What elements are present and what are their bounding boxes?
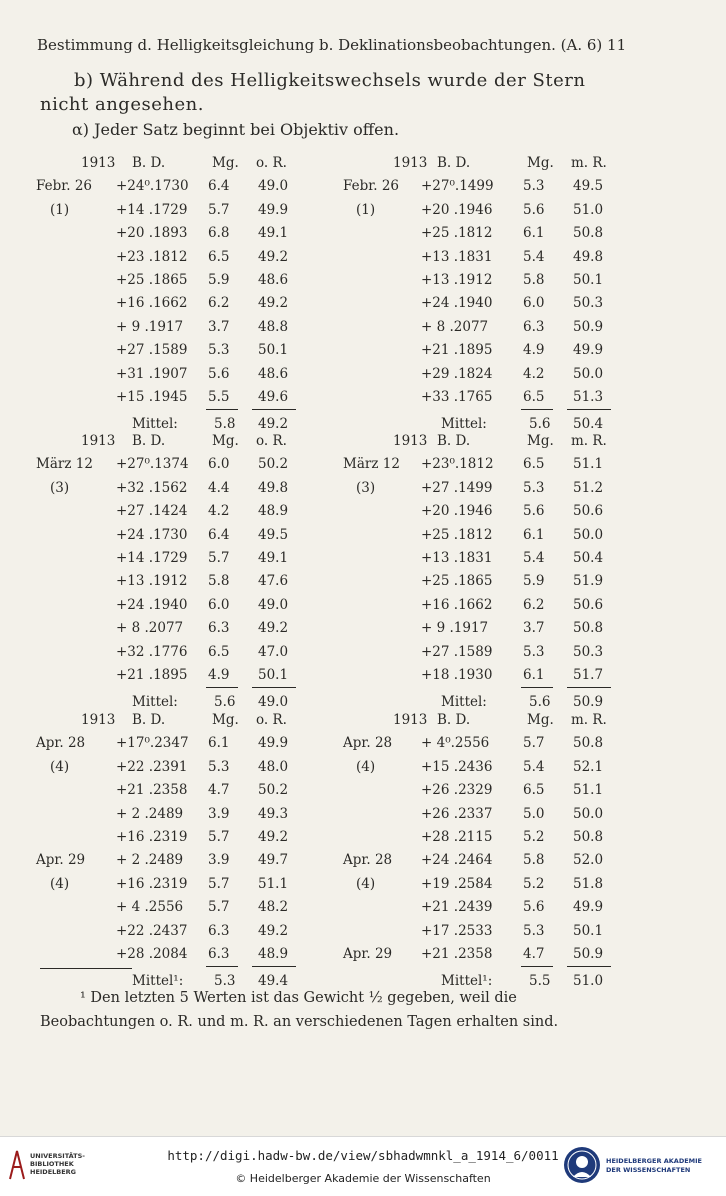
bd-column-header: B. D. <box>132 155 166 171</box>
table-header-row <box>0 155 726 179</box>
magnitude-cell: 6.3 <box>208 946 230 962</box>
reading-cell: 49.7 <box>258 852 289 869</box>
reading-cell: 50.4 <box>573 550 604 566</box>
date-cell: Apr. 29 <box>36 852 86 869</box>
magnitude-cell: 6.3 <box>523 318 545 335</box>
bd-cell: +16 .1662 <box>421 596 493 613</box>
bd-column-header: B. D. <box>132 433 166 449</box>
reading-column-header: o. R. <box>256 433 287 449</box>
reading-cell: 49.0 <box>258 178 289 195</box>
reading-cell: 51.1 <box>573 782 604 799</box>
reading-cell: 51.3 <box>573 389 604 405</box>
table-row <box>0 759 726 783</box>
reading-cell: 49.2 <box>258 922 289 939</box>
magnitude-cell: 5.3 <box>208 342 230 359</box>
magnitude-cell: 5.3 <box>523 479 545 496</box>
table-row <box>0 597 726 621</box>
mean-reading: 49.2 <box>258 416 289 433</box>
magnitude-cell: 6.3 <box>208 620 230 637</box>
magnitude-cell: 6.4 <box>208 178 230 195</box>
bd-cell: +16 .2319 <box>116 829 188 845</box>
magnitude-cell: 5.4 <box>523 550 545 566</box>
reading-cell: 51.9 <box>573 573 604 590</box>
reading-cell: 50.8 <box>573 620 604 637</box>
bd-column-header: B. D. <box>437 712 471 728</box>
date-cell: Apr. 28 <box>36 735 86 752</box>
table-row <box>0 389 726 413</box>
copyright-notice: © Heidelberger Akademie der Wissenschaften <box>235 1172 491 1185</box>
table-row <box>0 876 726 900</box>
section-heading-line2: nicht angesehen. <box>40 94 204 115</box>
magnitude-cell: 6.5 <box>523 389 545 405</box>
reading-cell: 49.3 <box>258 805 289 822</box>
table-row <box>0 735 726 759</box>
date-cell: (3) <box>50 479 70 496</box>
reading-column-header: o. R. <box>256 712 287 728</box>
bd-cell: +13 .1912 <box>116 573 188 590</box>
bd-cell: +16 .1662 <box>116 295 188 312</box>
table-row <box>0 178 726 202</box>
reading-cell: 50.8 <box>573 225 604 242</box>
magnitude-cell: 5.7 <box>208 899 230 916</box>
bd-cell: +28 .2084 <box>116 946 188 962</box>
table-header-row <box>0 712 726 736</box>
magnitude-column-header: Mg. <box>527 712 554 728</box>
bd-cell: +21 .2358 <box>116 782 188 799</box>
bd-cell: + 9 .1917 <box>421 620 489 637</box>
bd-cell: +29 .1824 <box>421 365 493 382</box>
reading-cell: 48.6 <box>258 365 289 382</box>
footnote-rule <box>40 968 132 969</box>
section-heading-line1: b) Während des Helligkeitswechsels wurde der Stern <box>74 70 586 91</box>
reading-cell: 50.8 <box>573 735 604 752</box>
bd-cell: + 2 .2489 <box>116 852 184 869</box>
magnitude-cell: 6.5 <box>523 456 545 473</box>
table-row <box>0 202 726 226</box>
running-header: Bestimmung d. Helligkeitsgleichung b. Deklinationsbeobachtungen. (A. 6) 11 <box>37 36 627 54</box>
bd-cell: +24 .1730 <box>116 526 188 543</box>
magnitude-cell: 5.9 <box>208 272 230 288</box>
magnitude-cell: 6.0 <box>208 596 230 613</box>
magnitude-cell: 4.2 <box>523 365 545 382</box>
table-row <box>0 342 726 366</box>
source-url[interactable]: http://digi.hadw-bw.de/view/sbhadwmnkl_a_1914_6/0011 <box>167 1148 559 1163</box>
magnitude-cell: 5.7 <box>208 550 230 566</box>
bd-cell: +13 .1912 <box>421 272 493 288</box>
bd-cell: +24 .2464 <box>421 852 493 869</box>
reading-cell: 50.3 <box>573 643 604 660</box>
sum-rule-reading <box>567 687 611 688</box>
mean-label: Mittel: <box>441 416 487 433</box>
magnitude-cell: 5.9 <box>523 573 545 590</box>
date-cell: (4) <box>356 875 376 892</box>
bd-cell: +25 .1812 <box>421 225 493 242</box>
bd-cell: +16 .2319 <box>116 875 188 892</box>
magnitude-cell: 4.4 <box>208 479 230 496</box>
sum-rule-magnitude <box>521 966 553 967</box>
date-cell: (1) <box>356 201 376 218</box>
reading-cell: 49.8 <box>258 479 289 496</box>
reading-cell: 49.9 <box>573 899 604 916</box>
table-row <box>0 272 726 296</box>
table-row <box>0 829 726 853</box>
reading-cell: 48.9 <box>258 503 289 520</box>
magnitude-cell: 6.2 <box>208 295 230 312</box>
mean-reading: 49.0 <box>258 694 289 711</box>
bd-cell: +13 .1831 <box>421 550 493 566</box>
reading-cell: 48.0 <box>258 758 289 775</box>
table-row <box>0 923 726 947</box>
sum-rule-magnitude <box>521 409 553 410</box>
sum-rule-reading <box>567 966 611 967</box>
magnitude-cell: 4.9 <box>523 342 545 359</box>
year-header: 1913 <box>393 712 428 728</box>
bd-cell: +28 .2115 <box>421 829 493 845</box>
reading-cell: 50.2 <box>258 782 289 799</box>
table-row <box>0 806 726 830</box>
table-row <box>0 573 726 597</box>
reading-cell: 50.1 <box>573 272 604 288</box>
table-row <box>0 782 726 806</box>
reading-cell: 48.9 <box>258 946 289 962</box>
bd-cell: +22 .2437 <box>116 922 188 939</box>
magnitude-cell: 5.6 <box>208 365 230 382</box>
table-row <box>0 667 726 691</box>
magnitude-cell: 5.3 <box>523 643 545 660</box>
reading-cell: 48.2 <box>258 899 289 916</box>
reading-cell: 52.1 <box>573 758 604 775</box>
table-row <box>0 503 726 527</box>
bd-cell: + 2 .2489 <box>116 805 184 822</box>
reading-cell: 49.2 <box>258 295 289 312</box>
table-row <box>0 899 726 923</box>
bd-cell: +32 .1776 <box>116 643 188 660</box>
bd-cell: +24⁰.1730 <box>116 178 189 195</box>
table-row <box>0 620 726 644</box>
magnitude-cell: 6.5 <box>523 782 545 799</box>
magnitude-column-header: Mg. <box>212 712 239 728</box>
reading-cell: 49.2 <box>258 829 289 845</box>
date-cell: (4) <box>356 758 376 775</box>
magnitude-cell: 6.1 <box>523 225 545 242</box>
date-cell: März 12 <box>343 456 400 473</box>
reading-cell: 51.7 <box>573 667 604 683</box>
reading-cell: 49.9 <box>258 735 289 752</box>
reading-cell: 51.8 <box>573 875 604 892</box>
bd-cell: +27 .1589 <box>421 643 493 660</box>
magnitude-cell: 6.0 <box>523 295 545 312</box>
bd-cell: +15 .1945 <box>116 389 188 405</box>
bd-cell: +15 .2436 <box>421 758 493 775</box>
bd-cell: +18 .1930 <box>421 667 493 683</box>
reading-cell: 49.9 <box>258 201 289 218</box>
mean-reading: 51.0 <box>573 973 604 990</box>
date-cell: März 12 <box>36 456 93 473</box>
reading-cell: 49.9 <box>573 342 604 359</box>
reading-cell: 49.2 <box>258 620 289 637</box>
bd-cell: +20 .1946 <box>421 503 493 520</box>
sum-rule-reading <box>567 409 611 410</box>
reading-cell: 52.0 <box>573 852 604 869</box>
bd-cell: +27⁰.1374 <box>116 456 189 473</box>
reading-cell: 49.8 <box>573 248 604 265</box>
magnitude-cell: 5.6 <box>523 899 545 916</box>
table-row <box>0 527 726 551</box>
mean-magnitude: 5.5 <box>529 973 551 990</box>
reading-cell: 47.0 <box>258 643 289 660</box>
magnitude-column-header: Mg. <box>527 155 554 171</box>
academy-seal-icon <box>562 1145 602 1185</box>
magnitude-cell: 6.1 <box>208 735 230 752</box>
magnitude-cell: 6.1 <box>523 667 545 683</box>
bd-column-header: B. D. <box>437 155 471 171</box>
bd-cell: +17⁰.2347 <box>116 735 189 752</box>
mean-label: Mittel: <box>441 694 487 711</box>
year-header: 1913 <box>81 712 116 728</box>
magnitude-cell: 5.3 <box>208 758 230 775</box>
year-header: 1913 <box>393 155 428 171</box>
year-header: 1913 <box>81 155 116 171</box>
magnitude-cell: 6.1 <box>523 526 545 543</box>
magnitude-cell: 3.9 <box>208 852 230 869</box>
magnitude-cell: 6.5 <box>208 248 230 265</box>
mean-magnitude: 5.8 <box>214 416 236 433</box>
reading-cell: 50.2 <box>258 456 289 473</box>
bd-cell: +19 .2584 <box>421 875 493 892</box>
reading-cell: 51.1 <box>258 875 289 892</box>
reading-cell: 50.9 <box>573 946 604 962</box>
date-cell: Apr. 28 <box>343 852 393 869</box>
magnitude-cell: 5.0 <box>523 805 545 822</box>
magnitude-cell: 5.3 <box>523 922 545 939</box>
bd-cell: +23 .1812 <box>116 248 188 265</box>
magnitude-cell: 3.9 <box>208 805 230 822</box>
magnitude-cell: 3.7 <box>523 620 545 637</box>
reading-cell: 50.6 <box>573 503 604 520</box>
magnitude-column-header: Mg. <box>527 433 554 449</box>
magnitude-cell: 5.7 <box>523 735 545 752</box>
library-footer <box>0 1136 726 1196</box>
reading-cell: 50.0 <box>573 805 604 822</box>
bd-cell: +26 .2329 <box>421 782 493 799</box>
bd-column-header: B. D. <box>437 433 471 449</box>
bd-cell: +26 .2337 <box>421 805 493 822</box>
magnitude-cell: 5.2 <box>523 829 545 845</box>
bd-cell: + 9 .1917 <box>116 318 184 335</box>
bd-cell: +20 .1946 <box>421 201 493 218</box>
reading-cell: 49.1 <box>258 225 289 242</box>
bd-cell: +27 .1589 <box>116 342 188 359</box>
bd-cell: + 4⁰.2556 <box>421 735 490 752</box>
sum-rule-magnitude <box>521 687 553 688</box>
bd-cell: +21 .1895 <box>116 667 188 683</box>
reading-cell: 48.8 <box>258 318 289 335</box>
bd-cell: +32 .1562 <box>116 479 188 496</box>
table-row <box>0 319 726 343</box>
reading-cell: 49.5 <box>258 526 289 543</box>
mean-label: Mittel¹: <box>441 973 493 990</box>
date-cell: Apr. 28 <box>343 735 393 752</box>
magnitude-cell: 6.8 <box>208 225 230 242</box>
mean-reading: 50.9 <box>573 694 604 711</box>
magnitude-cell: 5.7 <box>208 829 230 845</box>
bd-cell: +14 .1729 <box>116 550 188 566</box>
table-row <box>0 456 726 480</box>
reading-cell: 51.1 <box>573 456 604 473</box>
mean-reading: 50.4 <box>573 416 604 433</box>
reading-cell: 50.8 <box>573 829 604 845</box>
reading-cell: 49.6 <box>258 389 289 405</box>
reading-column-header: m. R. <box>571 712 607 728</box>
date-cell: Febr. 26 <box>36 178 92 195</box>
magnitude-cell: 6.5 <box>208 643 230 660</box>
bd-cell: +27 .1499 <box>421 479 493 496</box>
bd-cell: +25 .1865 <box>116 272 188 288</box>
date-cell: (4) <box>50 758 70 775</box>
magnitude-cell: 5.8 <box>208 573 230 590</box>
magnitude-column-header: Mg. <box>212 155 239 171</box>
reading-cell: 50.1 <box>258 342 289 359</box>
mean-label: Mittel¹: <box>132 973 184 990</box>
bd-cell: + 8 .2077 <box>421 318 489 335</box>
bd-cell: +13 .1831 <box>421 248 493 265</box>
magnitude-cell: 5.4 <box>523 758 545 775</box>
university-library-logo-text: UNIVERSITÄTS- BIBLIOTHEK HEIDELBERG <box>30 1152 85 1176</box>
magnitude-cell: 5.6 <box>523 503 545 520</box>
table-row <box>0 225 726 249</box>
magnitude-cell: 6.4 <box>208 526 230 543</box>
footnote-text: ¹ Den letzten 5 Werten ist das Gewicht ½ gegeben, weil die Beobachtungen o. R. und m. R. an verschiedenen Tagen erhalten sind. <box>40 990 559 1030</box>
reading-cell: 50.0 <box>573 526 604 543</box>
footnote <box>40 986 625 1034</box>
magnitude-cell: 5.7 <box>208 201 230 218</box>
bd-cell: + 8 .2077 <box>116 620 184 637</box>
bd-cell: +21 .2358 <box>421 946 493 962</box>
table-row <box>0 644 726 668</box>
reading-column-header: m. R. <box>571 433 607 449</box>
mean-magnitude: 5.6 <box>214 694 236 711</box>
magnitude-column-header: Mg. <box>212 433 239 449</box>
bd-cell: +31 .1907 <box>116 365 188 382</box>
bd-cell: +24 .1940 <box>421 295 493 312</box>
reading-cell: 50.1 <box>258 667 289 683</box>
bd-cell: +23⁰.1812 <box>421 456 494 473</box>
reading-cell: 50.3 <box>573 295 604 312</box>
reading-cell: 49.5 <box>573 178 604 195</box>
magnitude-cell: 4.7 <box>208 782 230 799</box>
reading-column-header: m. R. <box>571 155 607 171</box>
reading-cell: 49.1 <box>258 550 289 566</box>
reading-cell: 50.9 <box>573 318 604 335</box>
bd-cell: +17 .2533 <box>421 922 493 939</box>
year-header: 1913 <box>81 433 116 449</box>
bd-cell: + 4 .2556 <box>116 899 184 916</box>
mean-label: Mittel: <box>132 416 178 433</box>
magnitude-cell: 6.3 <box>208 922 230 939</box>
subsection-heading: α) Jeder Satz beginnt bei Objektiv offen. <box>72 120 400 139</box>
bd-cell: +14 .1729 <box>116 201 188 218</box>
magnitude-cell: 5.5 <box>208 389 230 405</box>
reading-cell: 47.6 <box>258 573 289 590</box>
table-header-row <box>0 433 726 457</box>
reading-cell: 49.0 <box>258 596 289 613</box>
magnitude-cell: 4.7 <box>523 946 545 962</box>
date-cell: Febr. 26 <box>343 178 399 195</box>
magnitude-cell: 5.7 <box>208 875 230 892</box>
magnitude-cell: 5.3 <box>523 178 545 195</box>
magnitude-cell: 3.7 <box>208 318 230 335</box>
bd-cell: +22 .2391 <box>116 758 188 775</box>
magnitude-cell: 4.9 <box>208 667 230 683</box>
reading-cell: 50.1 <box>573 922 604 939</box>
bd-cell: +33 .1765 <box>421 389 493 405</box>
magnitude-cell: 6.0 <box>208 456 230 473</box>
table-row <box>0 366 726 390</box>
reading-cell: 49.2 <box>258 248 289 265</box>
year-header: 1913 <box>393 433 428 449</box>
magnitude-cell: 5.8 <box>523 272 545 288</box>
bd-cell: +24 .1940 <box>116 596 188 613</box>
mean-magnitude: 5.3 <box>214 973 236 990</box>
magnitude-cell: 4.2 <box>208 503 230 520</box>
reading-column-header: o. R. <box>256 155 287 171</box>
date-cell: (4) <box>50 875 70 892</box>
table-row <box>0 550 726 574</box>
magnitude-cell: 5.8 <box>523 852 545 869</box>
reading-cell: 51.0 <box>573 201 604 218</box>
table-row <box>0 249 726 273</box>
table-row <box>0 295 726 319</box>
table-row <box>0 480 726 504</box>
mean-reading: 49.4 <box>258 973 289 990</box>
date-cell: (3) <box>356 479 376 496</box>
mean-magnitude: 5.6 <box>529 694 551 711</box>
bd-cell: +25 .1812 <box>421 526 493 543</box>
table-row <box>0 946 726 970</box>
reading-cell: 50.6 <box>573 596 604 613</box>
magnitude-cell: 5.4 <box>523 248 545 265</box>
bd-cell: +20 .1893 <box>116 225 188 242</box>
bd-cell: +27⁰.1499 <box>421 178 494 195</box>
magnitude-cell: 5.2 <box>523 875 545 892</box>
reading-cell: 50.0 <box>573 365 604 382</box>
bd-cell: +21 .1895 <box>421 342 493 359</box>
bd-cell: +21 .2439 <box>421 899 493 916</box>
academy-logo-text: HEIDELBERGER AKADEMIE DER WISSENSCHAFTEN <box>606 1157 702 1174</box>
table-row <box>0 852 726 876</box>
bd-column-header: B. D. <box>132 712 166 728</box>
mean-magnitude: 5.6 <box>529 416 551 433</box>
magnitude-cell: 6.2 <box>523 596 545 613</box>
mean-label: Mittel: <box>132 694 178 711</box>
magnitude-cell: 5.6 <box>523 201 545 218</box>
reading-cell: 48.6 <box>258 272 289 288</box>
bd-cell: +27 .1424 <box>116 503 188 520</box>
date-cell: (1) <box>50 201 70 218</box>
bd-cell: +25 .1865 <box>421 573 493 590</box>
reading-cell: 51.2 <box>573 479 604 496</box>
date-cell: Apr. 29 <box>343 946 393 962</box>
